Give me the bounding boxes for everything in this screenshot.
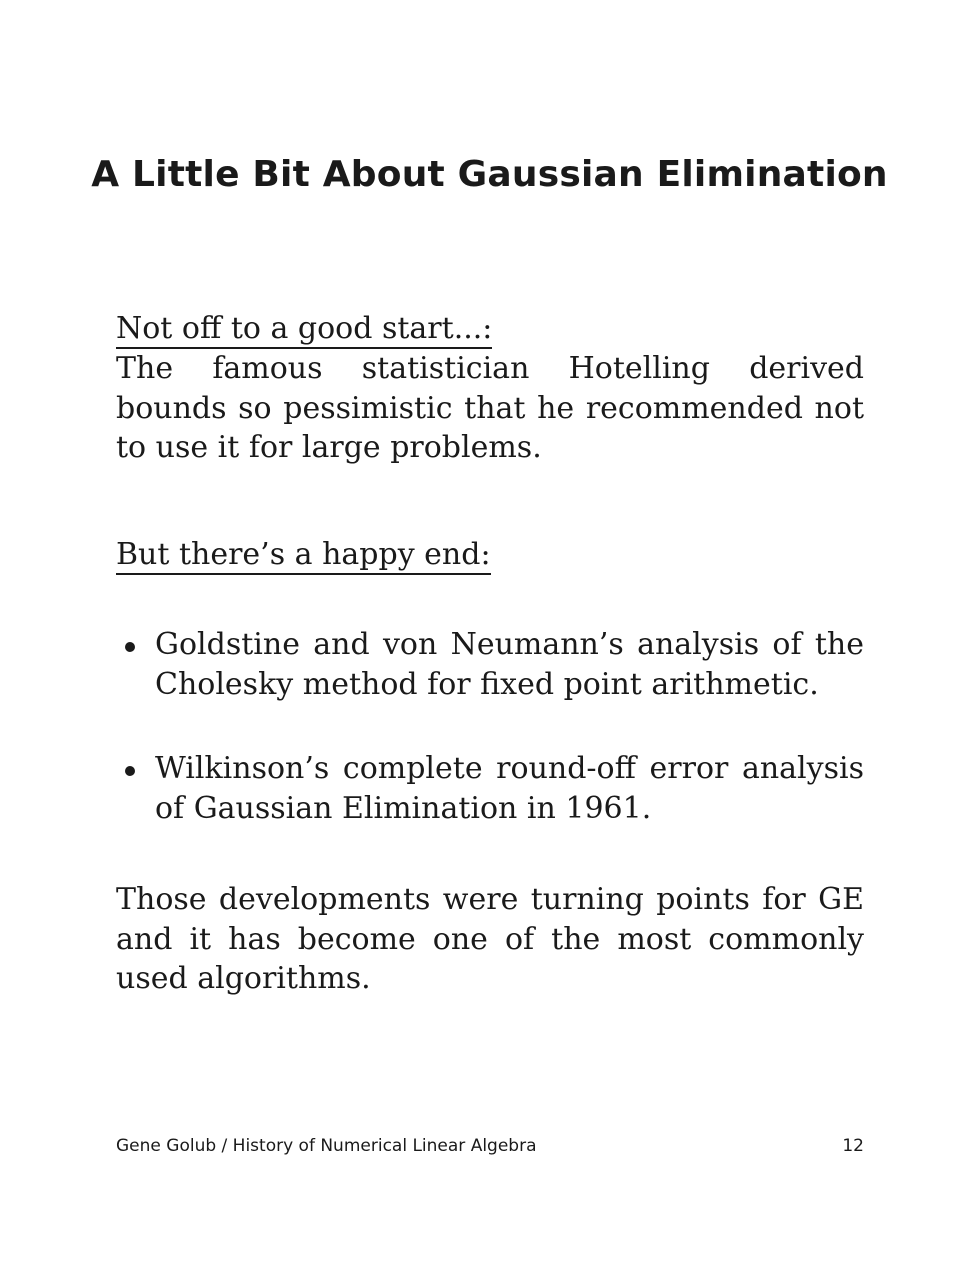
list-item: [116, 749, 864, 828]
page-number: 12: [842, 1136, 864, 1156]
bullet-text: Goldstine and von Neumann’s analysis of the Cholesky method for fixed point arithmetic.: [155, 627, 864, 702]
section-happy-end: [116, 535, 864, 575]
hotelling-paragraph: The famous statistician Hotelling derived bounds so pessimistic that he recommended not to use it for large problems.: [116, 351, 864, 465]
bullet-icon: [125, 642, 135, 652]
conclusion-paragraph: Those developments were turning points for GE and it has become one of the most commonly used algorithms.: [116, 882, 864, 996]
bullet-list: [116, 625, 864, 828]
slide-title: A Little Bit About Gaussian Elimination: [91, 154, 888, 195]
footer-source: Gene Golub / History of Numerical Linear Algebra: [116, 1136, 537, 1156]
section-heading-not-off: Not off to a good start...:: [116, 311, 492, 349]
footer: [116, 1135, 864, 1157]
list-item: [116, 625, 864, 704]
bullet-icon: [125, 766, 135, 776]
section-heading-happy-end: But there’s a happy end:: [116, 537, 491, 575]
section-not-off-to-good-start: [116, 309, 864, 468]
bullet-text: Wilkinson’s complete round-off error analysis of Gaussian Elimination in 1961.: [155, 751, 864, 826]
